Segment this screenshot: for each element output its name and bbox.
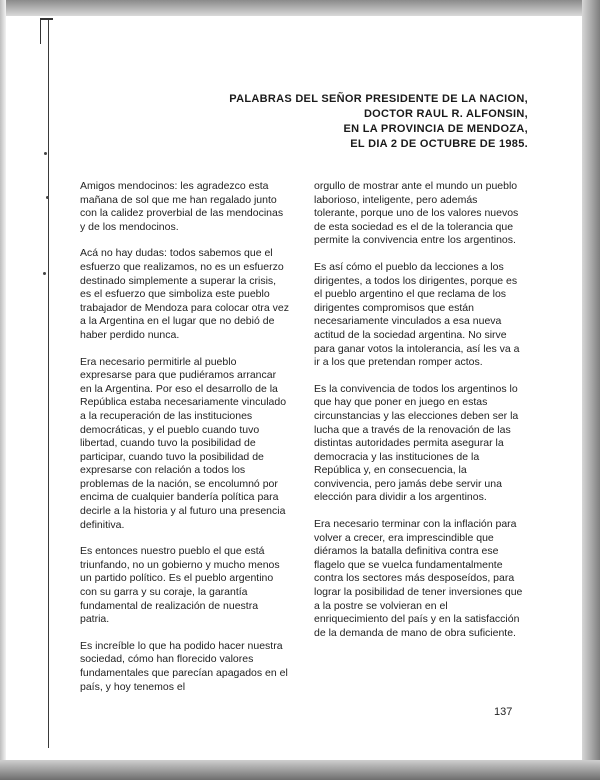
- page-edge-line: [48, 18, 49, 748]
- paragraph: Es así cómo el pueblo da lecciones a los dirigentes, a todos los dirigentes, porque es el pueblo argentino el que reclama de los dirigentes compromisos que están necesariamente vinculados a esa nueva actitud de la sociedad argentina. No sirve para ganar votos la intolerancia, así les va a ir a los que pretendan romper actos.: [314, 260, 520, 369]
- left-column: [80, 180, 290, 707]
- page-number: 137: [494, 706, 513, 718]
- scan-shadow-bottom: [0, 760, 600, 780]
- title-line: DOCTOR RAUL R. ALFONSIN,: [363, 108, 528, 120]
- scan-shadow-top: [0, 0, 600, 16]
- scan-speck: [43, 272, 46, 275]
- paragraph: orgullo de mostrar ante el mundo un pueblo laborioso, inteligente, pero además tolerante, porque uno de los valores nuevos de esta sociedad es el de la tolerancia que permite la convivencia entre los argentinos.: [314, 180, 519, 247]
- scan-shadow-right: [582, 0, 600, 780]
- scan-shadow-left: [0, 0, 6, 780]
- paragraph: Era necesario terminar con la inflación para volver a crecer, era imprescindible que diéramos la batalla definitiva contra ese flagelo que se vuelca fundamentalmente contra los sectores más desposeídos, para lograr la posibilidad de tener inversiones que a la postre se volvieran en el enriquecimiento del país y en la satisfacción de la demanda de mano de obra suficiente.: [314, 518, 523, 639]
- title-line: PALABRAS DEL SEÑOR PRESIDENTE DE LA NACION,: [229, 93, 528, 105]
- speech-title: [108, 92, 528, 152]
- paragraph: Acá no hay dudas: todos sabemos que el esfuerzo que realizamos, no es un esfuerzo destinado simplemente a superar la crisis, es el esfuerzo que simboliza este pueblo trabajador de Mendoza para colocar otra vez a la Argentina en el lugar que no debió de haber perdido nunca.: [80, 247, 289, 341]
- paragraph: Es entonces nuestro pueblo el que está triunfando, no un gobierno y mucho menos un partido político. Es el pueblo argentino con su garra y su coraje, la garantía fundamental de realización de nuestra patria.: [80, 545, 280, 626]
- title-line: EN LA PROVINCIA DE MENDOZA,: [343, 123, 528, 135]
- paragraph: Amigos mendocinos: les agradezco esta mañana de sol que me han regalado junto con la calidez proverbial de las mendocinas y de los mendocinos.: [80, 180, 284, 233]
- scan-speck: [46, 196, 49, 199]
- paragraph: Era necesario permitirle al pueblo expresarse para que pudiéramos arrancar en la Argentina. Por eso el desarrollo de la República estaba necesariamente vinculado a la recuperación de las instituciones democráticas, y el pueblo cuando tuvo libertad, cuando tuvo la posibilidad de participar, cuando tuvo la posibilidad de expresarse con relación a todos los problemas de la nación, se encolumnó por encima de cualquier bandería política para decirle a la historia y al futuro una presencia definitiva.: [80, 355, 287, 531]
- paragraph: Es increíble lo que ha podido hacer nuestra sociedad, cómo han florecido valores fundamentales que parecían apagados en el país, y hoy tenemos el: [80, 639, 288, 693]
- paragraph: Es la convivencia de todos los argentinos lo que hay que poner en juego en estas circunstancias y las elecciones deben ser la lucha que a través de la renovación de las distintas autoridades permita asegurar la democracia y las instituciones de la República y, en consecuencia, la convivencia, pero jamás debe servir una elección para dividir a los argentinos.: [314, 382, 519, 504]
- title-line: EL DIA 2 DE OCTUBRE DE 1985.: [350, 138, 528, 150]
- scan-speck: [44, 152, 47, 155]
- right-column: [314, 180, 524, 653]
- binding-mark: [40, 18, 53, 44]
